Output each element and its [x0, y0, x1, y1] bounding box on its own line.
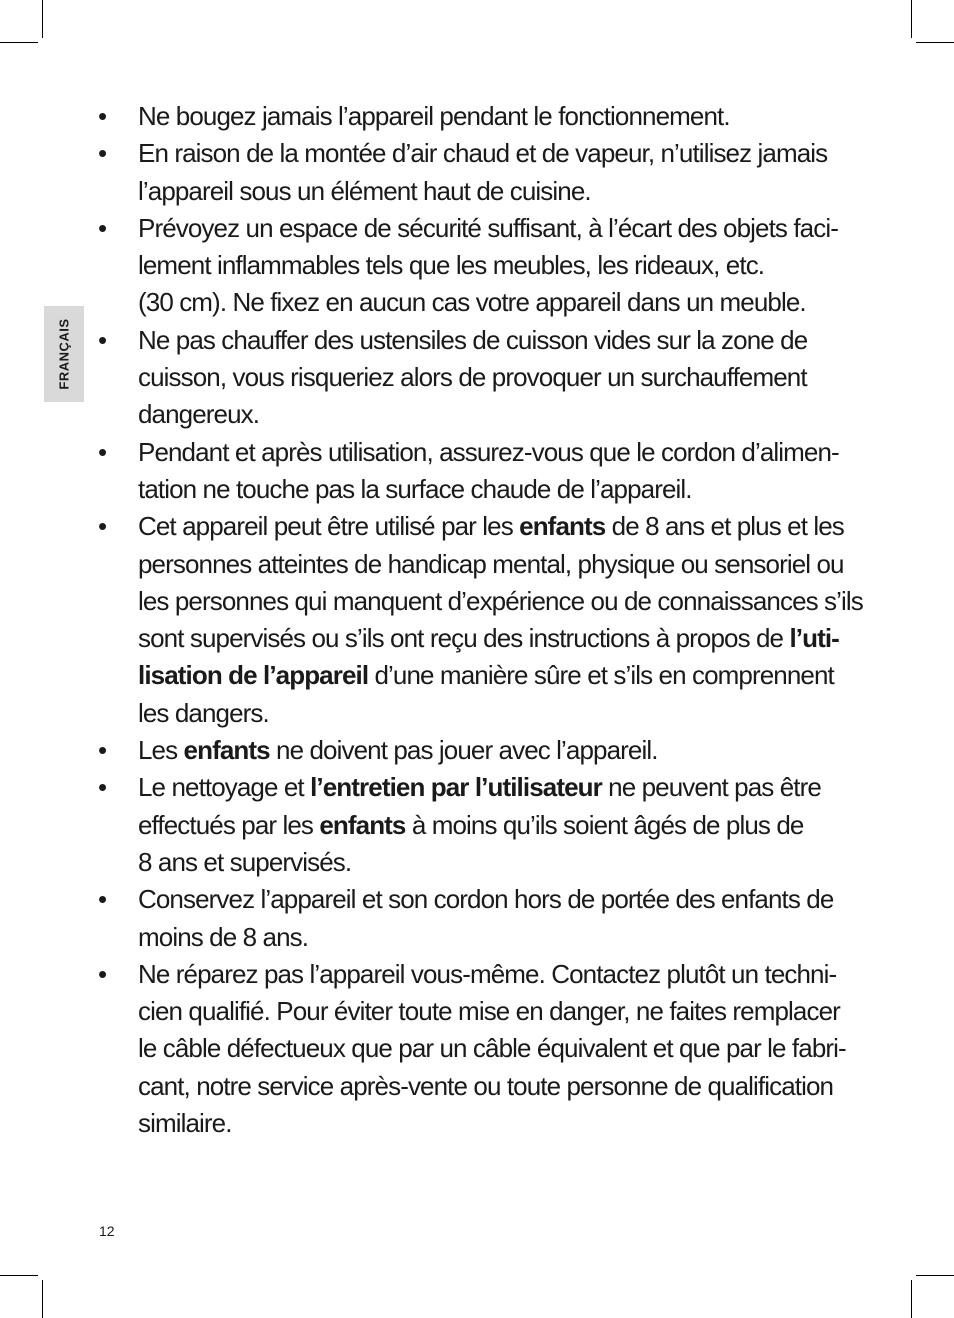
text-segment: Pendant et après utilisation, assurez-vous que le cordon d’alimen- [138, 436, 839, 467]
text-segment: Conservez l’appareil et son cordon hors de portée des enfants de [138, 884, 834, 915]
text-segment: Ne pas chauffer des ustensiles de cuisson vides sur la zone de [138, 324, 808, 355]
text-line [138, 322, 858, 359]
text-segment: moins de 8 ans. [138, 921, 309, 952]
text-segment: les dangers. [138, 697, 269, 728]
text-line [138, 620, 858, 657]
text-line [138, 956, 858, 993]
bullet-icon: • [98, 212, 107, 243]
bullet-icon: • [98, 735, 107, 766]
text-segment: Prévoyez un espace de sécurité suffisant, à l’écart des objets faci- [138, 212, 838, 243]
list-item [98, 769, 858, 881]
crop-mark [911, 1280, 912, 1318]
text-line [138, 732, 858, 769]
text-line [138, 695, 858, 732]
bullet-icon: • [98, 958, 107, 989]
text-segment: effectués par les [138, 809, 320, 840]
text-segment: Les [138, 735, 184, 766]
text-segment: Le nettoyage et [138, 772, 311, 803]
text-line [138, 881, 858, 918]
text-segment: cuisson, vous risqueriez alors de provoquer un surchauffement [138, 362, 807, 393]
list-item [98, 135, 858, 210]
text-line [138, 1068, 858, 1105]
text-line [138, 98, 858, 135]
list-item [98, 98, 858, 135]
text-line [138, 173, 858, 210]
text-line [138, 210, 858, 247]
bullet-icon: • [98, 324, 107, 355]
crop-mark [0, 1275, 38, 1276]
bold-text: enfants [319, 809, 406, 840]
text-segment: ne doivent pas jouer avec l’appareil. [269, 735, 658, 766]
bullet-icon: • [98, 101, 107, 131]
text-segment: à moins qu’ils soient âgés de plus de [405, 809, 804, 840]
text-line [138, 247, 858, 284]
bold-text: l’entretien par l’utilisateur [310, 772, 602, 803]
text-line [138, 284, 858, 321]
text-segment: 8 ans et supervisés. [138, 846, 352, 877]
text-line [138, 807, 858, 844]
text-segment: lement inflammables tels que les meubles, les rideaux, etc. [138, 250, 765, 281]
text-line [138, 769, 858, 806]
text-segment: d’une manière sûre et s’ils en comprennent [368, 660, 834, 691]
text-line [138, 583, 863, 620]
bullet-icon: • [98, 772, 107, 803]
text-segment: cien qualifié. Pour éviter toute mise en danger, ne faites remplacer [138, 996, 840, 1027]
text-segment: (30 cm). Ne fixez en aucun cas votre appareil dans un meuble. [138, 287, 806, 318]
text-line [138, 1030, 858, 1067]
crop-mark [42, 0, 43, 38]
text-segment: En raison de la montée d’air chaud et de vapeur, n’utilisez jamais [138, 138, 828, 169]
list-item [98, 881, 858, 956]
page-number: 12 [99, 1223, 115, 1239]
list-item [98, 732, 858, 769]
text-line [138, 135, 858, 172]
text-segment: personnes atteintes de handicap mental, physique ou sensoriel ou [138, 548, 844, 579]
text-segment: ne peuvent pas être [601, 772, 821, 803]
bullet-icon: • [98, 884, 107, 915]
bullet-icon: • [98, 138, 107, 169]
text-line [138, 471, 858, 508]
text-line [138, 508, 858, 545]
crop-mark [42, 1280, 43, 1318]
text-segment: tation ne touche pas la surface chaude de l’appareil. [138, 473, 692, 504]
text-line [138, 1105, 858, 1142]
text-line [138, 993, 858, 1030]
text-segment: Ne réparez pas l’appareil vous-même. Contactez plutôt un techni- [138, 958, 837, 989]
text-segment: Ne bougez jamais l’appareil pendant le fonctionnement. [138, 101, 730, 131]
bold-text: enfants [519, 511, 606, 542]
language-tab-label: FRANÇAIS [56, 318, 72, 390]
safety-instructions-list [98, 98, 863, 1142]
text-segment: Cet appareil peut être utilisé par les [138, 511, 520, 542]
text-segment: les personnes qui manquent d’expérience ou de connaissances s’ils [138, 585, 863, 616]
crop-mark [916, 1275, 954, 1276]
bullet-icon: • [98, 436, 107, 467]
text-line [138, 546, 858, 583]
text-line [138, 434, 858, 471]
bold-text: lisation de l’appareil [138, 660, 369, 691]
text-segment: similaire. [138, 1108, 232, 1139]
list-item [98, 434, 858, 509]
list-item [98, 956, 858, 1142]
text-line [138, 919, 858, 956]
text-line [138, 396, 858, 433]
list-item [98, 210, 858, 322]
text-line [138, 844, 858, 881]
text-segment: l’appareil sous un élément haut de cuisine. [138, 175, 591, 206]
text-line [138, 657, 858, 694]
text-segment: de 8 ans et plus et les [605, 511, 844, 542]
text-segment: le câble défectueux que par un câble équivalent et que par le fabri- [138, 1033, 846, 1064]
language-tab [44, 306, 84, 402]
crop-mark [916, 42, 954, 43]
bullet-icon: • [98, 511, 107, 542]
text-segment: dangereux. [138, 399, 260, 430]
text-segment: sont supervisés ou s’ils ont reçu des instructions à propos de [138, 623, 790, 654]
list-item [98, 508, 863, 732]
bold-text: enfants [183, 735, 270, 766]
crop-mark [0, 42, 38, 43]
bold-text: l’uti- [789, 623, 839, 654]
text-segment: cant, notre service après-vente ou toute personne de qualification [138, 1070, 834, 1101]
list-item [98, 322, 858, 434]
crop-mark [911, 0, 912, 38]
text-line [138, 359, 858, 396]
